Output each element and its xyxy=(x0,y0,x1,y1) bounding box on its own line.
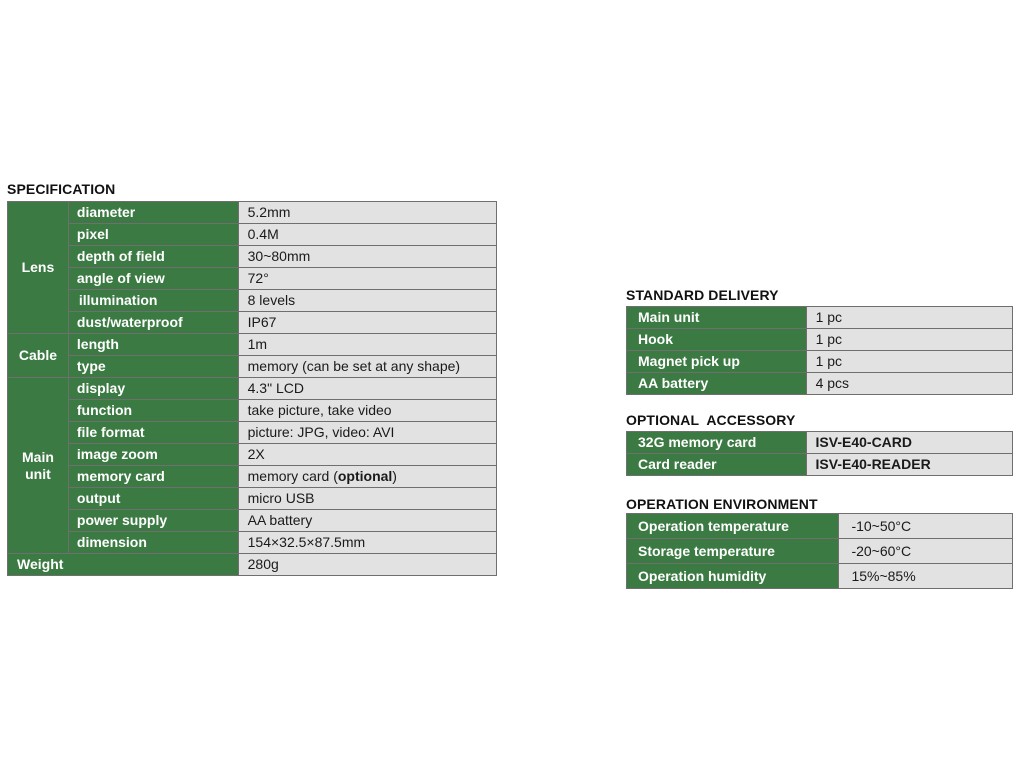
table-row xyxy=(8,532,497,554)
row-label: 32G memory card xyxy=(627,432,807,454)
table-row xyxy=(8,400,497,422)
row-value: -20~60°C xyxy=(839,539,1013,564)
row-label: illumination xyxy=(68,290,238,312)
weight-label: Weight xyxy=(8,554,239,576)
row-label: Operation humidity xyxy=(627,564,839,589)
optional-accessory-heading: OPTIONAL ACCESSORY xyxy=(626,412,796,428)
value-post: ) xyxy=(392,468,397,484)
table-row xyxy=(627,454,1013,476)
row-value xyxy=(238,466,496,488)
table-row xyxy=(8,290,497,312)
group-main-unit-line2: unit xyxy=(25,465,51,482)
row-value: 1 pc xyxy=(806,351,1012,373)
group-lens: Lens xyxy=(8,202,69,334)
table-row xyxy=(8,488,497,510)
table-row xyxy=(8,334,497,356)
operation-environment-table xyxy=(626,513,1013,589)
table-row xyxy=(627,373,1013,395)
row-label: file format xyxy=(68,422,238,444)
row-value: take picture, take video xyxy=(238,400,496,422)
operation-environment-heading: OPERATION ENVIRONMENT xyxy=(626,496,818,512)
table-row xyxy=(627,432,1013,454)
row-value: 4.3" LCD xyxy=(238,378,496,400)
row-value: AA battery xyxy=(238,510,496,532)
row-label: dimension xyxy=(68,532,238,554)
table-row xyxy=(8,312,497,334)
row-label: AA battery xyxy=(627,373,807,395)
table-row xyxy=(8,378,497,400)
row-value: -10~50°C xyxy=(839,514,1013,539)
row-label: memory card xyxy=(68,466,238,488)
row-value: 154×32.5×87.5mm xyxy=(238,532,496,554)
row-value: 4 pcs xyxy=(806,373,1012,395)
row-value: ISV-E40-READER xyxy=(806,454,1012,476)
weight-value: 280g xyxy=(238,554,496,576)
row-value: 15%~85% xyxy=(839,564,1013,589)
row-value: 8 levels xyxy=(238,290,496,312)
row-label: Hook xyxy=(627,329,807,351)
row-label: angle of view xyxy=(68,268,238,290)
table-row xyxy=(8,224,497,246)
row-value: 30~80mm xyxy=(238,246,496,268)
table-row xyxy=(8,422,497,444)
row-value: 72° xyxy=(238,268,496,290)
row-label: Main unit xyxy=(627,307,807,329)
table-row xyxy=(627,539,1013,564)
row-label: function xyxy=(68,400,238,422)
table-row xyxy=(8,554,497,576)
row-value: 1m xyxy=(238,334,496,356)
row-label: Storage temperature xyxy=(627,539,839,564)
group-main-unit xyxy=(8,378,69,554)
row-label: Magnet pick up xyxy=(627,351,807,373)
row-label: power supply xyxy=(68,510,238,532)
table-row xyxy=(8,246,497,268)
row-value: 0.4M xyxy=(238,224,496,246)
table-row xyxy=(8,510,497,532)
row-value: memory (can be set at any shape) xyxy=(238,356,496,378)
standard-delivery-heading: STANDARD DELIVERY xyxy=(626,287,779,303)
specification-heading: SPECIFICATION xyxy=(7,181,116,197)
row-value: 2X xyxy=(238,444,496,466)
row-value: picture: JPG, video: AVI xyxy=(238,422,496,444)
table-row xyxy=(8,356,497,378)
table-row xyxy=(8,202,497,224)
table-row xyxy=(627,307,1013,329)
row-label: display xyxy=(68,378,238,400)
row-value: 1 pc xyxy=(806,307,1012,329)
row-label: depth of field xyxy=(68,246,238,268)
table-row xyxy=(627,329,1013,351)
group-cable: Cable xyxy=(8,334,69,378)
table-row xyxy=(8,268,497,290)
row-value: 1 pc xyxy=(806,329,1012,351)
value-optional: optional xyxy=(337,468,393,484)
standard-delivery-table xyxy=(626,306,1013,395)
row-value: 5.2mm xyxy=(238,202,496,224)
row-value: IP67 xyxy=(238,312,496,334)
row-label: output xyxy=(68,488,238,510)
row-label: type xyxy=(68,356,238,378)
row-label: Card reader xyxy=(627,454,807,476)
value-pre: memory card ( xyxy=(247,468,338,484)
row-label: diameter xyxy=(68,202,238,224)
table-row xyxy=(627,564,1013,589)
row-label: length xyxy=(68,334,238,356)
optional-accessory-table xyxy=(626,431,1013,476)
specification-table xyxy=(7,201,497,576)
table-row xyxy=(8,466,497,488)
group-main-unit-line1: Main xyxy=(22,448,54,465)
table-row xyxy=(8,444,497,466)
row-value: ISV-E40-CARD xyxy=(806,432,1012,454)
row-label: pixel xyxy=(68,224,238,246)
row-label: Operation temperature xyxy=(627,514,839,539)
row-value: micro USB xyxy=(238,488,496,510)
row-label: dust/waterproof xyxy=(68,312,238,334)
row-label: image zoom xyxy=(68,444,238,466)
table-row xyxy=(627,351,1013,373)
table-row xyxy=(627,514,1013,539)
